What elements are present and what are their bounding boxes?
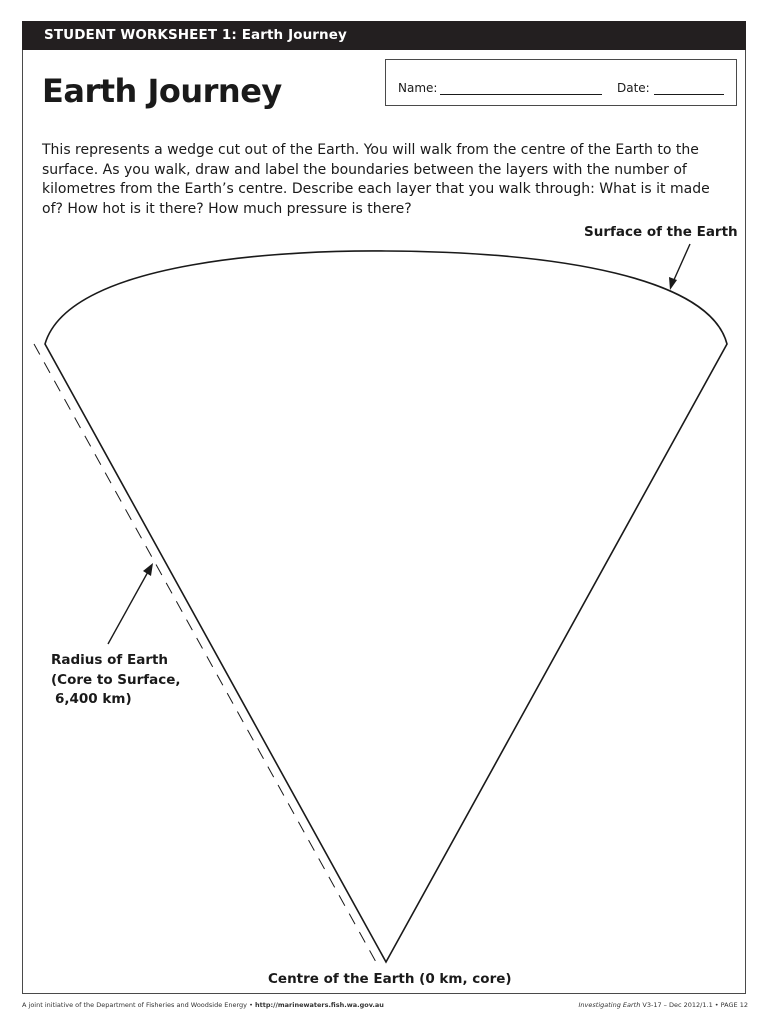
radius-label-line-2: (Core to Surface, xyxy=(51,671,181,688)
centre-label: Centre of the Earth (0 km, core) xyxy=(268,971,512,987)
surface-arrowhead xyxy=(669,277,677,290)
footer-url-link[interactable]: http://marinewaters.fish.wa.gov.au xyxy=(255,1001,384,1009)
radius-label-line-1: Radius of Earth xyxy=(51,652,169,668)
worksheet-header-title: STUDENT WORKSHEET 1: Earth Journey xyxy=(44,27,347,43)
surface-arrow-line xyxy=(673,244,690,282)
footer-initiative-text: A joint initiative of the Department of Fisheries and Woodside Energy • xyxy=(22,1001,256,1009)
radius-arrowhead xyxy=(143,563,153,576)
footer-left xyxy=(22,1001,384,1009)
page-title: Earth Journey xyxy=(42,72,282,110)
footer-right xyxy=(579,1001,749,1009)
radius-label xyxy=(51,651,181,710)
name-label: Name: xyxy=(398,81,438,95)
radius-arrow-line xyxy=(108,570,149,644)
earth-wedge-outline xyxy=(45,251,727,962)
footer-publication-name: Investigating Earth xyxy=(578,1001,641,1009)
intro-paragraph: This represents a wedge cut out of the Earth. You will walk from the centre of the Earth to the surface. As you walk, draw and label the boundaries between the layers with the number of kilometres from the Earth’s centre. Describe each layer that you walk through: What is it made of? How hot is it there? How much pressure is there? xyxy=(42,142,710,217)
date-label: Date: xyxy=(617,81,650,95)
radius-label-line-3: 6,400 km) xyxy=(55,691,132,707)
footer-page-info: V3-17 – Dec 2012/1.1 • PAGE 12 xyxy=(640,1001,748,1009)
surface-label: Surface of the Earth xyxy=(584,224,738,240)
